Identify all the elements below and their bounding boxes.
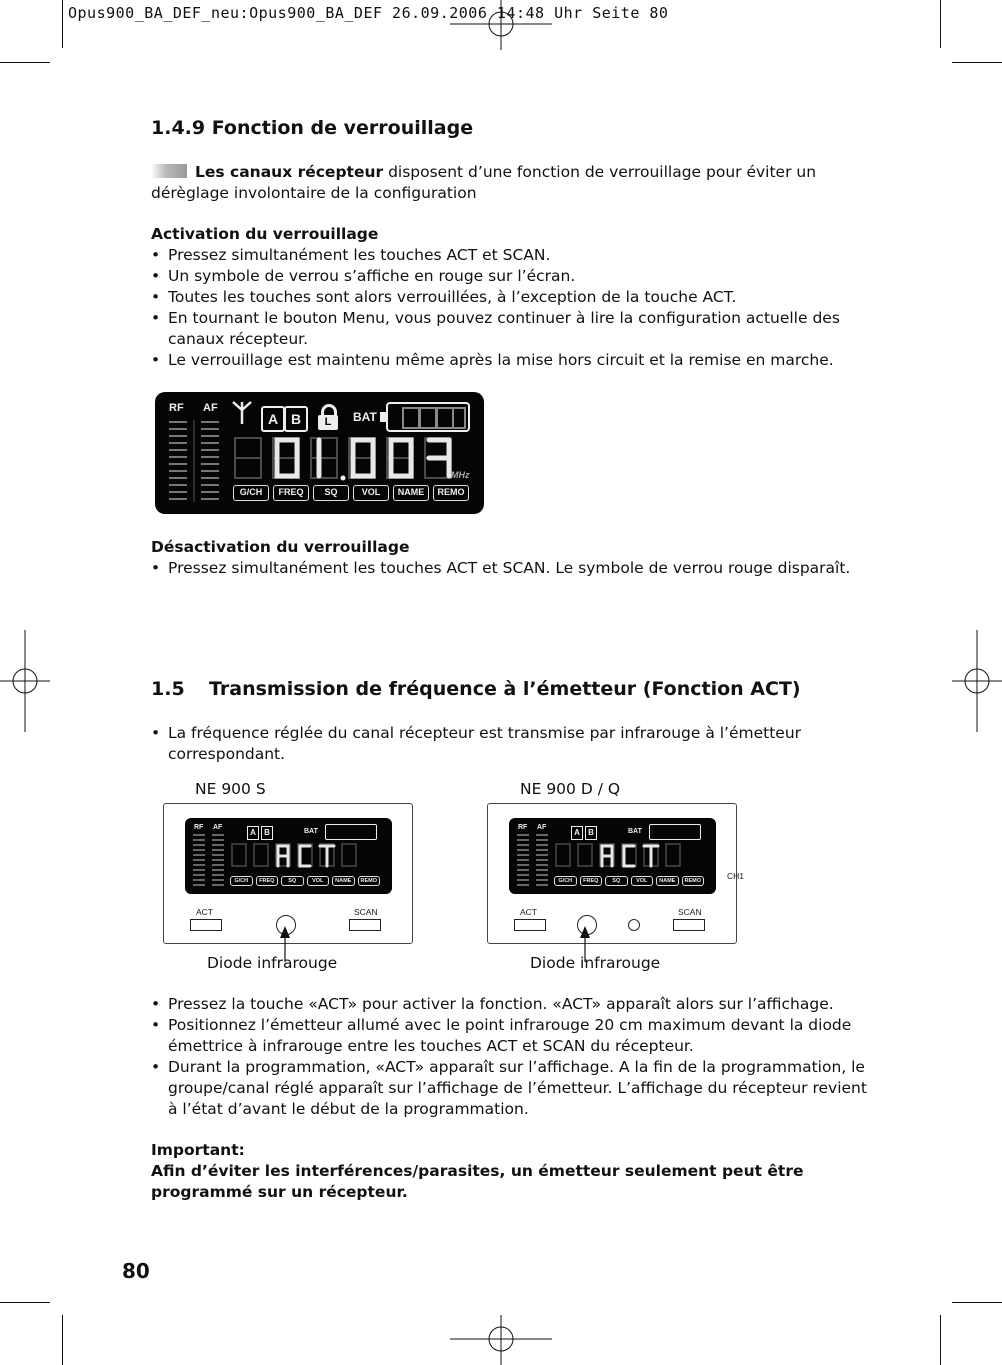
registration-mark-right bbox=[952, 630, 1002, 732]
lcd-display-locked bbox=[155, 392, 484, 514]
af-label: AF bbox=[213, 824, 223, 831]
act-intro-list bbox=[151, 723, 831, 765]
b-indicator: B bbox=[261, 826, 273, 840]
b-indicator: B bbox=[585, 826, 597, 840]
receiver-lcd bbox=[185, 818, 392, 894]
scan-button[interactable] bbox=[673, 919, 705, 931]
crop-mark bbox=[952, 62, 1002, 63]
deactivation-list bbox=[151, 558, 881, 579]
list-item: • La fréquence réglée du canal récepteur est transmise par infrarouge à l’émetteur correspondant. bbox=[151, 723, 831, 765]
battery-icon bbox=[325, 824, 377, 840]
act-steps-list bbox=[151, 994, 867, 1120]
section-title-lock: 1.4.9 Fonction de verrouillage bbox=[151, 117, 474, 139]
lcd-label-name: NAME bbox=[332, 876, 355, 886]
list-item: • Le verrouillage est maintenu même après la mise hors circuit et la remise en marche. bbox=[151, 350, 863, 371]
gray-marker bbox=[151, 164, 187, 178]
act-digits bbox=[230, 842, 360, 870]
digit-display bbox=[231, 434, 456, 484]
list-item: • Durant la programmation, «ACT» apparaît sur l’affichage. A la fin de la programmation, le groupe/canal réglé apparaît sur l’affichage de l’émetteur. L’affichage du récepteur revient à l’état d’avant le début de la programmation. bbox=[151, 1057, 867, 1120]
crop-mark bbox=[0, 1302, 50, 1303]
list-item: • Un symbole de verrou s’affiche en rouge sur l’écran. bbox=[151, 266, 863, 287]
section-number-act: 1.5 bbox=[151, 678, 185, 700]
registration-mark-top bbox=[450, 0, 552, 50]
crop-mark bbox=[62, 0, 63, 48]
lcd-label-sq: SQ bbox=[605, 876, 628, 886]
bat-label: BAT bbox=[353, 410, 377, 424]
lcd-label-vol: VOL bbox=[307, 876, 330, 886]
lcd-label-gch: G/CH bbox=[233, 485, 269, 501]
list-item: • Pressez simultanément les touches ACT et SCAN. Le symbole de verrou rouge disparaît. bbox=[151, 558, 881, 579]
lcd-label-name: NAME bbox=[393, 485, 429, 501]
lcd-label-remo: REMO bbox=[358, 876, 381, 886]
battery-icon bbox=[649, 824, 701, 840]
scan-button[interactable] bbox=[349, 919, 381, 931]
scan-label: SCAN bbox=[678, 907, 702, 917]
deactivation-title: Désactivation du verrouillage bbox=[151, 538, 410, 556]
scan-label: SCAN bbox=[354, 907, 378, 917]
crop-mark bbox=[940, 1315, 941, 1365]
mhz-label: MHz bbox=[451, 470, 470, 480]
lcd-label-gch: G/CH bbox=[230, 876, 253, 886]
rf-label: RF bbox=[169, 402, 184, 414]
af-meter bbox=[536, 834, 548, 886]
lcd-label-freq: FREQ bbox=[256, 876, 279, 886]
receiver-ne900dq bbox=[487, 803, 745, 944]
lcd-button-row bbox=[554, 876, 704, 886]
lcd-label-name: NAME bbox=[656, 876, 679, 886]
diode-caption-right: Diode infrarouge bbox=[530, 954, 661, 972]
lcd-button-row bbox=[230, 876, 380, 886]
list-item: • Toutes les touches sont alors verrouillées, à l’exception de la touche ACT. bbox=[151, 287, 863, 308]
lcd-label-gch: G/CH bbox=[554, 876, 577, 886]
af-meter bbox=[212, 834, 224, 886]
registration-mark-left bbox=[0, 630, 50, 732]
lock-icon bbox=[318, 404, 338, 430]
act-label: ACT bbox=[520, 907, 537, 917]
lcd-button-row bbox=[233, 485, 473, 501]
list-item: • Pressez la touche «ACT» pour activer la fonction. «ACT» apparaît alors sur l’affichage. bbox=[151, 994, 867, 1015]
lcd-label-remo: REMO bbox=[433, 485, 469, 501]
lcd-label-vol: VOL bbox=[631, 876, 654, 886]
lcd-label-sq: SQ bbox=[281, 876, 304, 886]
rf-meter bbox=[517, 834, 529, 886]
lcd-label-freq: FREQ bbox=[580, 876, 603, 886]
intro-bold: Les canaux récepteur bbox=[195, 163, 384, 181]
activation-list bbox=[151, 245, 863, 371]
device-label-right: NE 900 D / Q bbox=[520, 780, 621, 798]
intro-rest: disposent d’une fonction de verrouillage pour éviter un dérèglage involontaire de la configuration bbox=[151, 163, 817, 202]
battery-icon bbox=[386, 402, 470, 432]
a-indicator: A bbox=[261, 406, 285, 432]
lock-letter: L bbox=[318, 415, 338, 430]
important-text: Afin d’éviter les interférences/parasites, un émetteur seulement peut être programmé sur un récepteur. bbox=[151, 1162, 804, 1201]
receiver-lcd bbox=[509, 818, 716, 894]
lcd-label-vol: VOL bbox=[353, 485, 389, 501]
act-button[interactable] bbox=[514, 919, 546, 931]
a-indicator: A bbox=[247, 826, 259, 840]
af-label: AF bbox=[203, 402, 218, 414]
rf-meter bbox=[193, 834, 205, 886]
act-digits bbox=[554, 842, 684, 870]
activation-title: Activation du verrouillage bbox=[151, 225, 379, 243]
crop-mark bbox=[940, 0, 941, 48]
registration-mark-bottom bbox=[450, 1315, 552, 1365]
print-slug: Opus900_BA_DEF_neu:Opus900_BA_DEF 26.09.2006 14:48 Uhr Seite 80 bbox=[68, 4, 669, 22]
list-item: • Pressez simultanément les touches ACT et SCAN. bbox=[151, 245, 863, 266]
receiver-ne900s bbox=[163, 803, 413, 944]
crop-mark bbox=[0, 62, 50, 63]
lcd-label-freq: FREQ bbox=[273, 485, 309, 501]
crop-mark bbox=[952, 1302, 1002, 1303]
act-button[interactable] bbox=[190, 919, 222, 931]
antenna-icon bbox=[231, 400, 253, 426]
crop-mark bbox=[62, 1315, 63, 1365]
list-item: • Positionnez l’émetteur allumé avec le point infrarouge 20 cm maximum devant la diode émettrice à infrarouge entre les touches ACT et SCAN du récepteur. bbox=[151, 1015, 867, 1057]
status-led bbox=[628, 919, 640, 931]
device-label-left: NE 900 S bbox=[195, 780, 266, 798]
list-item: • En tournant le bouton Menu, vous pouvez continuer à lire la configuration actuelle des canaux récepteur. bbox=[151, 308, 863, 350]
channel-label: CH1 bbox=[727, 871, 745, 881]
act-label: ACT bbox=[196, 907, 213, 917]
bat-label: BAT bbox=[304, 828, 318, 835]
level-meters bbox=[167, 418, 223, 502]
page-number: 80 bbox=[122, 1259, 150, 1283]
lcd-label-sq: SQ bbox=[313, 485, 349, 501]
rf-label: RF bbox=[518, 824, 528, 831]
section-title-act: Transmission de fréquence à l’émetteur (Fonction ACT) bbox=[209, 678, 801, 700]
diode-caption-left: Diode infrarouge bbox=[207, 954, 338, 972]
bat-label: BAT bbox=[628, 828, 642, 835]
lcd-label-remo: REMO bbox=[682, 876, 705, 886]
rf-label: RF bbox=[194, 824, 204, 831]
a-indicator: A bbox=[571, 826, 583, 840]
af-label: AF bbox=[537, 824, 547, 831]
important-label: Important: bbox=[151, 1141, 245, 1159]
intro-paragraph bbox=[151, 162, 851, 204]
b-indicator: B bbox=[284, 406, 308, 432]
